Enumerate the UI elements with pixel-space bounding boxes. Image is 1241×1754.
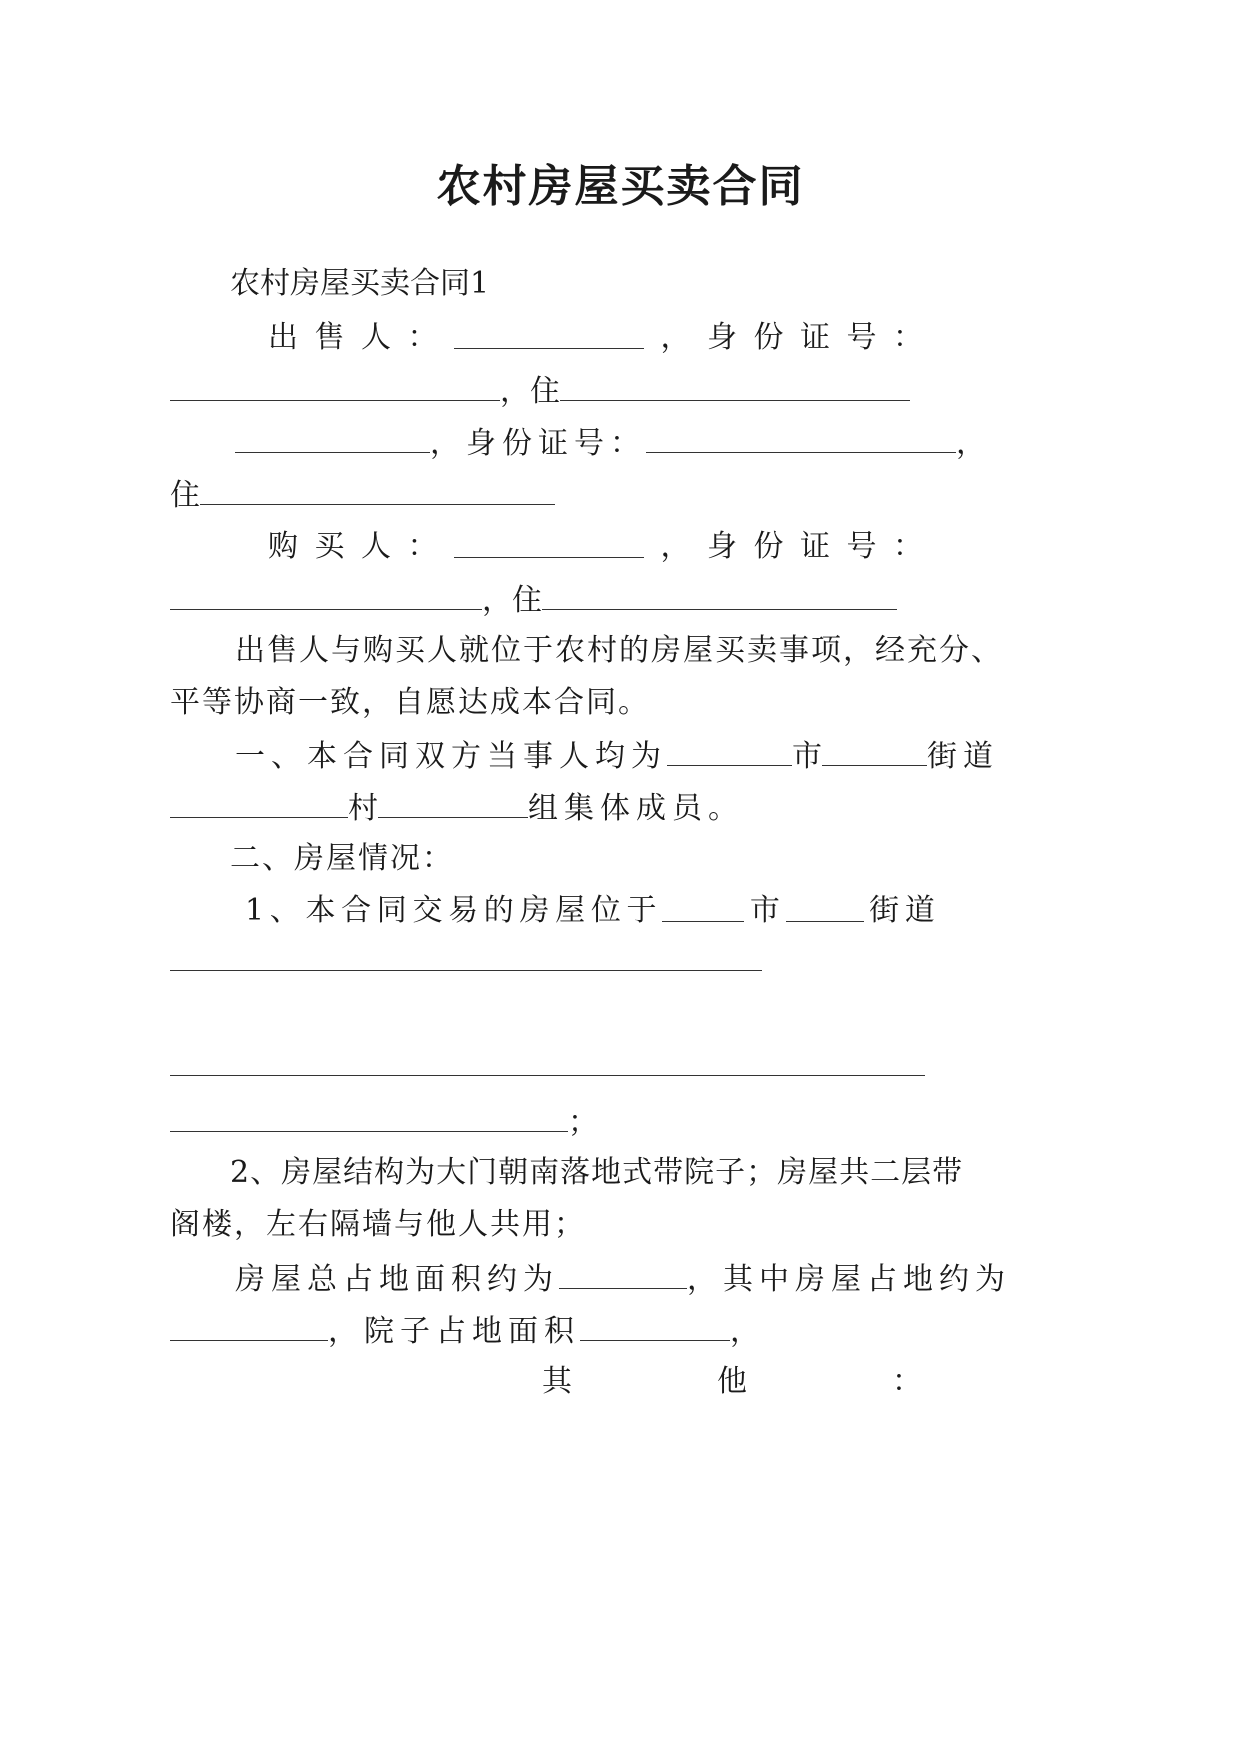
seller2-id-blank[interactable] [646,422,956,453]
clause1-group-blank[interactable] [378,787,528,818]
contract-subtitle: 农村房屋买卖合同1 [230,266,490,301]
item1-street-blank[interactable] [786,891,864,922]
intro-line-2: 平等协商一致，自愿达成本合同。 [170,685,650,720]
seller2-address-blank[interactable] [200,474,555,505]
document-title: 农村房屋买卖合同 [436,161,805,212]
buyer-line-2 [170,579,897,621]
item1-street-char: 街 [869,893,900,928]
seller2-comma: ， [956,426,986,461]
item1-address-blank-3[interactable] [170,1101,568,1132]
seller-id-blank[interactable] [170,370,500,401]
seller-id-label-char: ， [660,320,691,355]
buyer-id-blank[interactable] [170,579,482,610]
total-area-blank[interactable] [559,1258,687,1289]
seller-label-char: ： [407,320,438,355]
item1-char: 同 [376,893,407,928]
clause2-item1-line [245,891,935,931]
buyer-id-label-char: ： [893,529,923,564]
buyer-id-label-char: 号 [846,529,877,564]
seller2-line-2 [170,474,555,516]
buyer-line-1 [268,527,923,567]
item1-char: 、 [269,893,300,928]
buyer-id-label-char: ， [660,529,691,564]
seller-name-blank[interactable] [454,318,644,349]
item1-char: 房 [519,893,550,928]
seller-label-char: 售 [314,320,345,355]
item1-char: 合 [341,893,372,928]
other-line [542,1362,922,1402]
buyer-label-char: ： [407,529,438,564]
clause1-line-1 [235,735,999,777]
item1-address-line-3 [170,1101,598,1143]
item1-street-char: 道 [904,893,935,928]
item1-char: 本 [305,893,336,928]
item1-char: 的 [483,893,514,928]
item1-char: 易 [448,893,479,928]
intro-line-1: 出售人与购买人就位于农村的房屋买卖事项，经充分、 [235,633,1003,668]
house-area-blank[interactable] [170,1310,328,1341]
buyer-id-label-char: 份 [753,529,784,564]
yard-area-blank[interactable] [580,1310,730,1341]
item1-char: 屋 [555,893,586,928]
buyer-id-label-char: 证 [800,529,830,564]
buyer-label-char: 购 [268,529,298,564]
seller-id-label-char: 份 [753,320,784,355]
seller-addr-label: ，住 [500,374,560,409]
item1-address-blank-2[interactable] [170,1075,925,1076]
seller-id-label-char: ： [893,320,923,355]
seller-line-1 [268,318,923,358]
item1-char: 交 [412,893,443,928]
buyer-label-char: 买 [314,529,345,564]
clause1-street-label: 街道 [927,739,999,774]
clause1-prefix: 一、本合同双方当事人均为 [235,739,667,774]
area-line-1 [235,1258,1011,1300]
item1-char: 1 [245,893,265,928]
clause1-line-2 [170,787,744,829]
seller-line-2 [170,370,910,412]
seller-id-label-char: 证 [800,320,830,355]
area-line-2 [170,1310,760,1352]
other-char: ： [892,1364,922,1399]
seller2-addr-label: 住 [170,478,200,513]
seller2-id-label: ，身份证号： [430,426,646,461]
seller-address-blank[interactable] [560,370,910,401]
clause2-heading: 二、房屋情况： [230,841,454,876]
seller-id-label-char: 身 [707,320,737,355]
buyer-addr-label: ，住 [482,583,542,618]
seller-label-char: 出 [268,320,298,355]
clause1-street-blank[interactable] [822,735,927,766]
item1-char: 位 [590,893,621,928]
other-char: 他 [717,1364,747,1399]
buyer-address-blank[interactable] [542,579,897,610]
clause1-group-suffix: 组集体成员。 [528,791,744,826]
seller2-name-blank[interactable] [235,422,430,453]
clause1-city-label: 市 [792,739,822,774]
item1-city-label: 市 [749,893,780,928]
buyer-name-blank[interactable] [454,527,644,558]
buyer-label-char: 人 [361,529,391,564]
seller-label-char: 人 [361,320,391,355]
item1-char: 于 [626,893,657,928]
seller2-line-1 [235,422,986,464]
area-prefix: 房屋总占地面积约为 [235,1262,559,1297]
area-mid: ，其中房屋占地约为 [687,1262,1011,1297]
clause1-village-label: 村 [348,791,378,826]
buyer-id-label-char: 身 [707,529,737,564]
item2-line-2: 阁楼，左右隔墙与他人共用； [170,1207,586,1242]
clause1-village-blank[interactable] [170,787,348,818]
other-char: 其 [542,1364,572,1399]
clause1-city-blank[interactable] [667,735,792,766]
item1-city-blank[interactable] [662,891,744,922]
yard-suffix: ， [730,1314,760,1349]
item1-semicolon: ； [568,1105,598,1140]
yard-label: ，院子占地面积 [328,1314,580,1349]
item2-line-1: 2、房屋结构为大门朝南落地式带院子；房屋共二层带 [230,1155,964,1190]
seller-id-label-char: 号 [846,320,877,355]
item1-address-blank-1[interactable] [170,970,762,971]
